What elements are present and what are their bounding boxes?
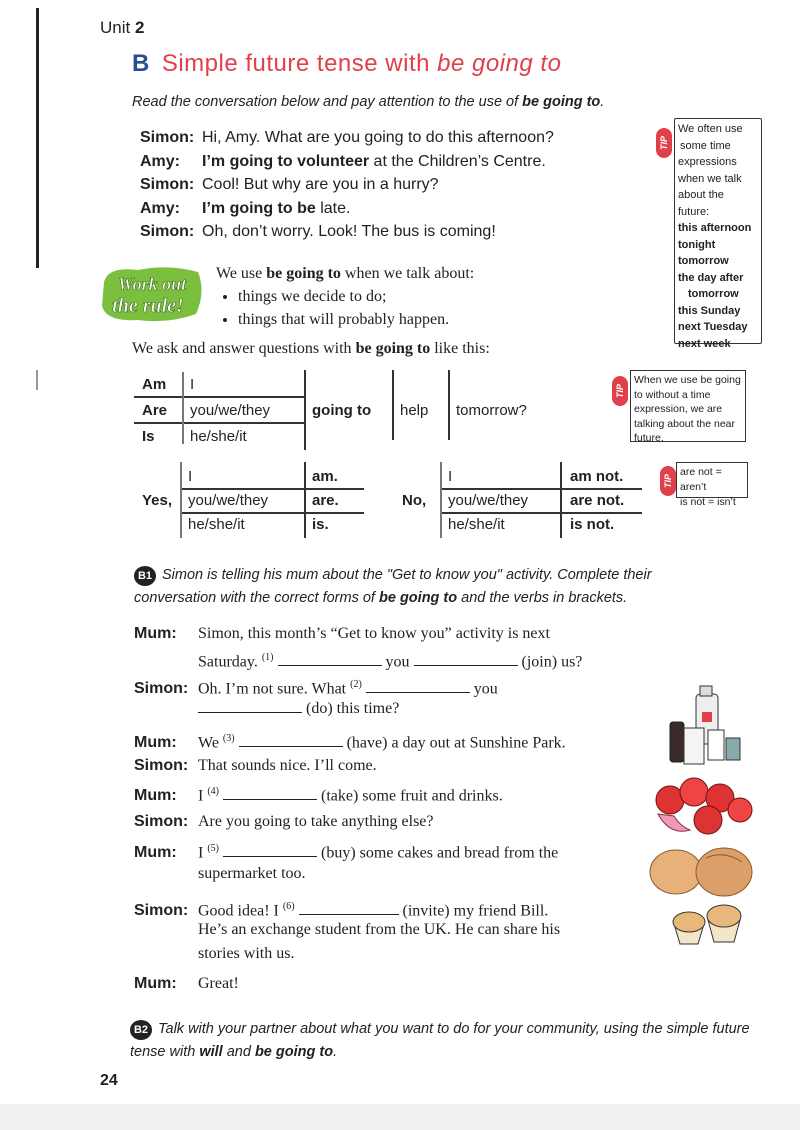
binding-line: [36, 8, 39, 268]
answer-blank[interactable]: [278, 651, 382, 666]
exercise-b1-instruction: B1 Simon is telling his mum about the "Get to know you" activity. Complete their conversation with the correct forms of be going to and the verbs in brackets.: [134, 567, 652, 606]
dialogue-line: Simon: Oh, don’t worry. Look! The bus is coming!: [140, 223, 496, 240]
answer-blank[interactable]: [198, 698, 302, 713]
unit-label: Unit 2: [100, 18, 145, 37]
section-letter: B: [132, 50, 150, 77]
answer-blank[interactable]: [366, 678, 470, 693]
question-table: Am Are Is I you/we/they he/she/it going to help tomorrow?: [134, 370, 554, 450]
tip-box-contractions: are not = aren’t is not = isn’t: [676, 462, 748, 498]
tip-box-near-future: When we use be going to without a time expression, we are talking about the near future.: [630, 370, 746, 442]
instruction: Read the conversation below and pay attention to the use of be going to.: [132, 94, 605, 110]
answer-blank[interactable]: [414, 651, 518, 666]
ask-text: We ask and answer questions with be going to like this:: [132, 340, 490, 357]
dialogue: [140, 126, 554, 244]
answer-blank[interactable]: [223, 842, 317, 857]
section-title: B Simple future tense with be going to: [132, 50, 562, 77]
page-number: 24: [100, 1072, 118, 1089]
tip-tag: TIP: [656, 128, 672, 158]
work-out-text: Work out: [117, 274, 187, 294]
rule-bullet: • things we decide to do;: [238, 285, 474, 308]
work-out-rule-badge: [98, 262, 206, 326]
the-rule-text: the rule!: [112, 295, 184, 317]
dialogue-line: Amy: I’m going to volunteer at the Children’s Centre.: [140, 152, 546, 170]
cupcakes-illustration: [668, 902, 748, 948]
rule-text: We use be going to when we talk about: • things we decide to do; • things that will probably happen.: [216, 262, 474, 331]
bread-illustration: [646, 842, 756, 900]
tip-box-time-expressions: We often use some time expressions when we talk about the future: this afternoon tonight tomorrow the day after tomorrow this Sunday next Tuesday next week: [674, 118, 762, 344]
binding-line: [36, 370, 38, 390]
page-footer-strip: [0, 1104, 800, 1130]
drinks-illustration: [656, 684, 756, 780]
dialogue-line: Amy: I’m going to be late.: [140, 199, 351, 217]
answer-blank[interactable]: [223, 785, 317, 800]
exercise-badge: B2: [130, 1020, 152, 1040]
exercise-conversation: Mum: Simon, this month’s “Get to know you” activity is next Saturday. $^{(1)}$ you (join) us? Simon: Oh. I’m not sure. What $^{(2)}$ you (do) this time? Mum: We $^{(3)}$ (have) a day out at Sunshine Park. Simon: That sounds nice. I’ll come. Mum: I $^{(4)}$ (take) some fruit and drinks. Simon: Are you going to take anything else? Mum: I $^{(5)}$ (buy) some cakes and bread from the supermarket too. Simon: Good idea! I $^{(6)}$ (invite) my friend Bill. He’s an exchange student from the UK. He can share his stories with us. Mum: Great!: [134, 625, 583, 992]
exercise-b2-instruction: B2 Talk with your partner about what you want to do for your community, using the simple future tense with will and be going to.: [130, 1021, 750, 1060]
apples-illustration: [650, 770, 756, 840]
dialogue-line: Simon: Hi, Amy. What are you going to do this afternoon?: [140, 129, 554, 146]
dialogue-line: Simon: Cool! But why are you in a hurry?: [140, 176, 439, 193]
answer-blank[interactable]: [239, 732, 343, 747]
rule-bullet: • things that will probably happen.: [238, 308, 474, 331]
no-answer-table: No, I you/we/they he/she/it am not. are not. is not.: [400, 462, 650, 540]
tip-tag: TIP: [660, 466, 676, 496]
tip-tag: TIP: [612, 376, 628, 406]
exercise-badge: B1: [134, 566, 156, 586]
yes-answer-table: Yes, I you/we/they he/she/it am. are. is.: [140, 462, 370, 540]
answer-blank[interactable]: [299, 900, 399, 915]
